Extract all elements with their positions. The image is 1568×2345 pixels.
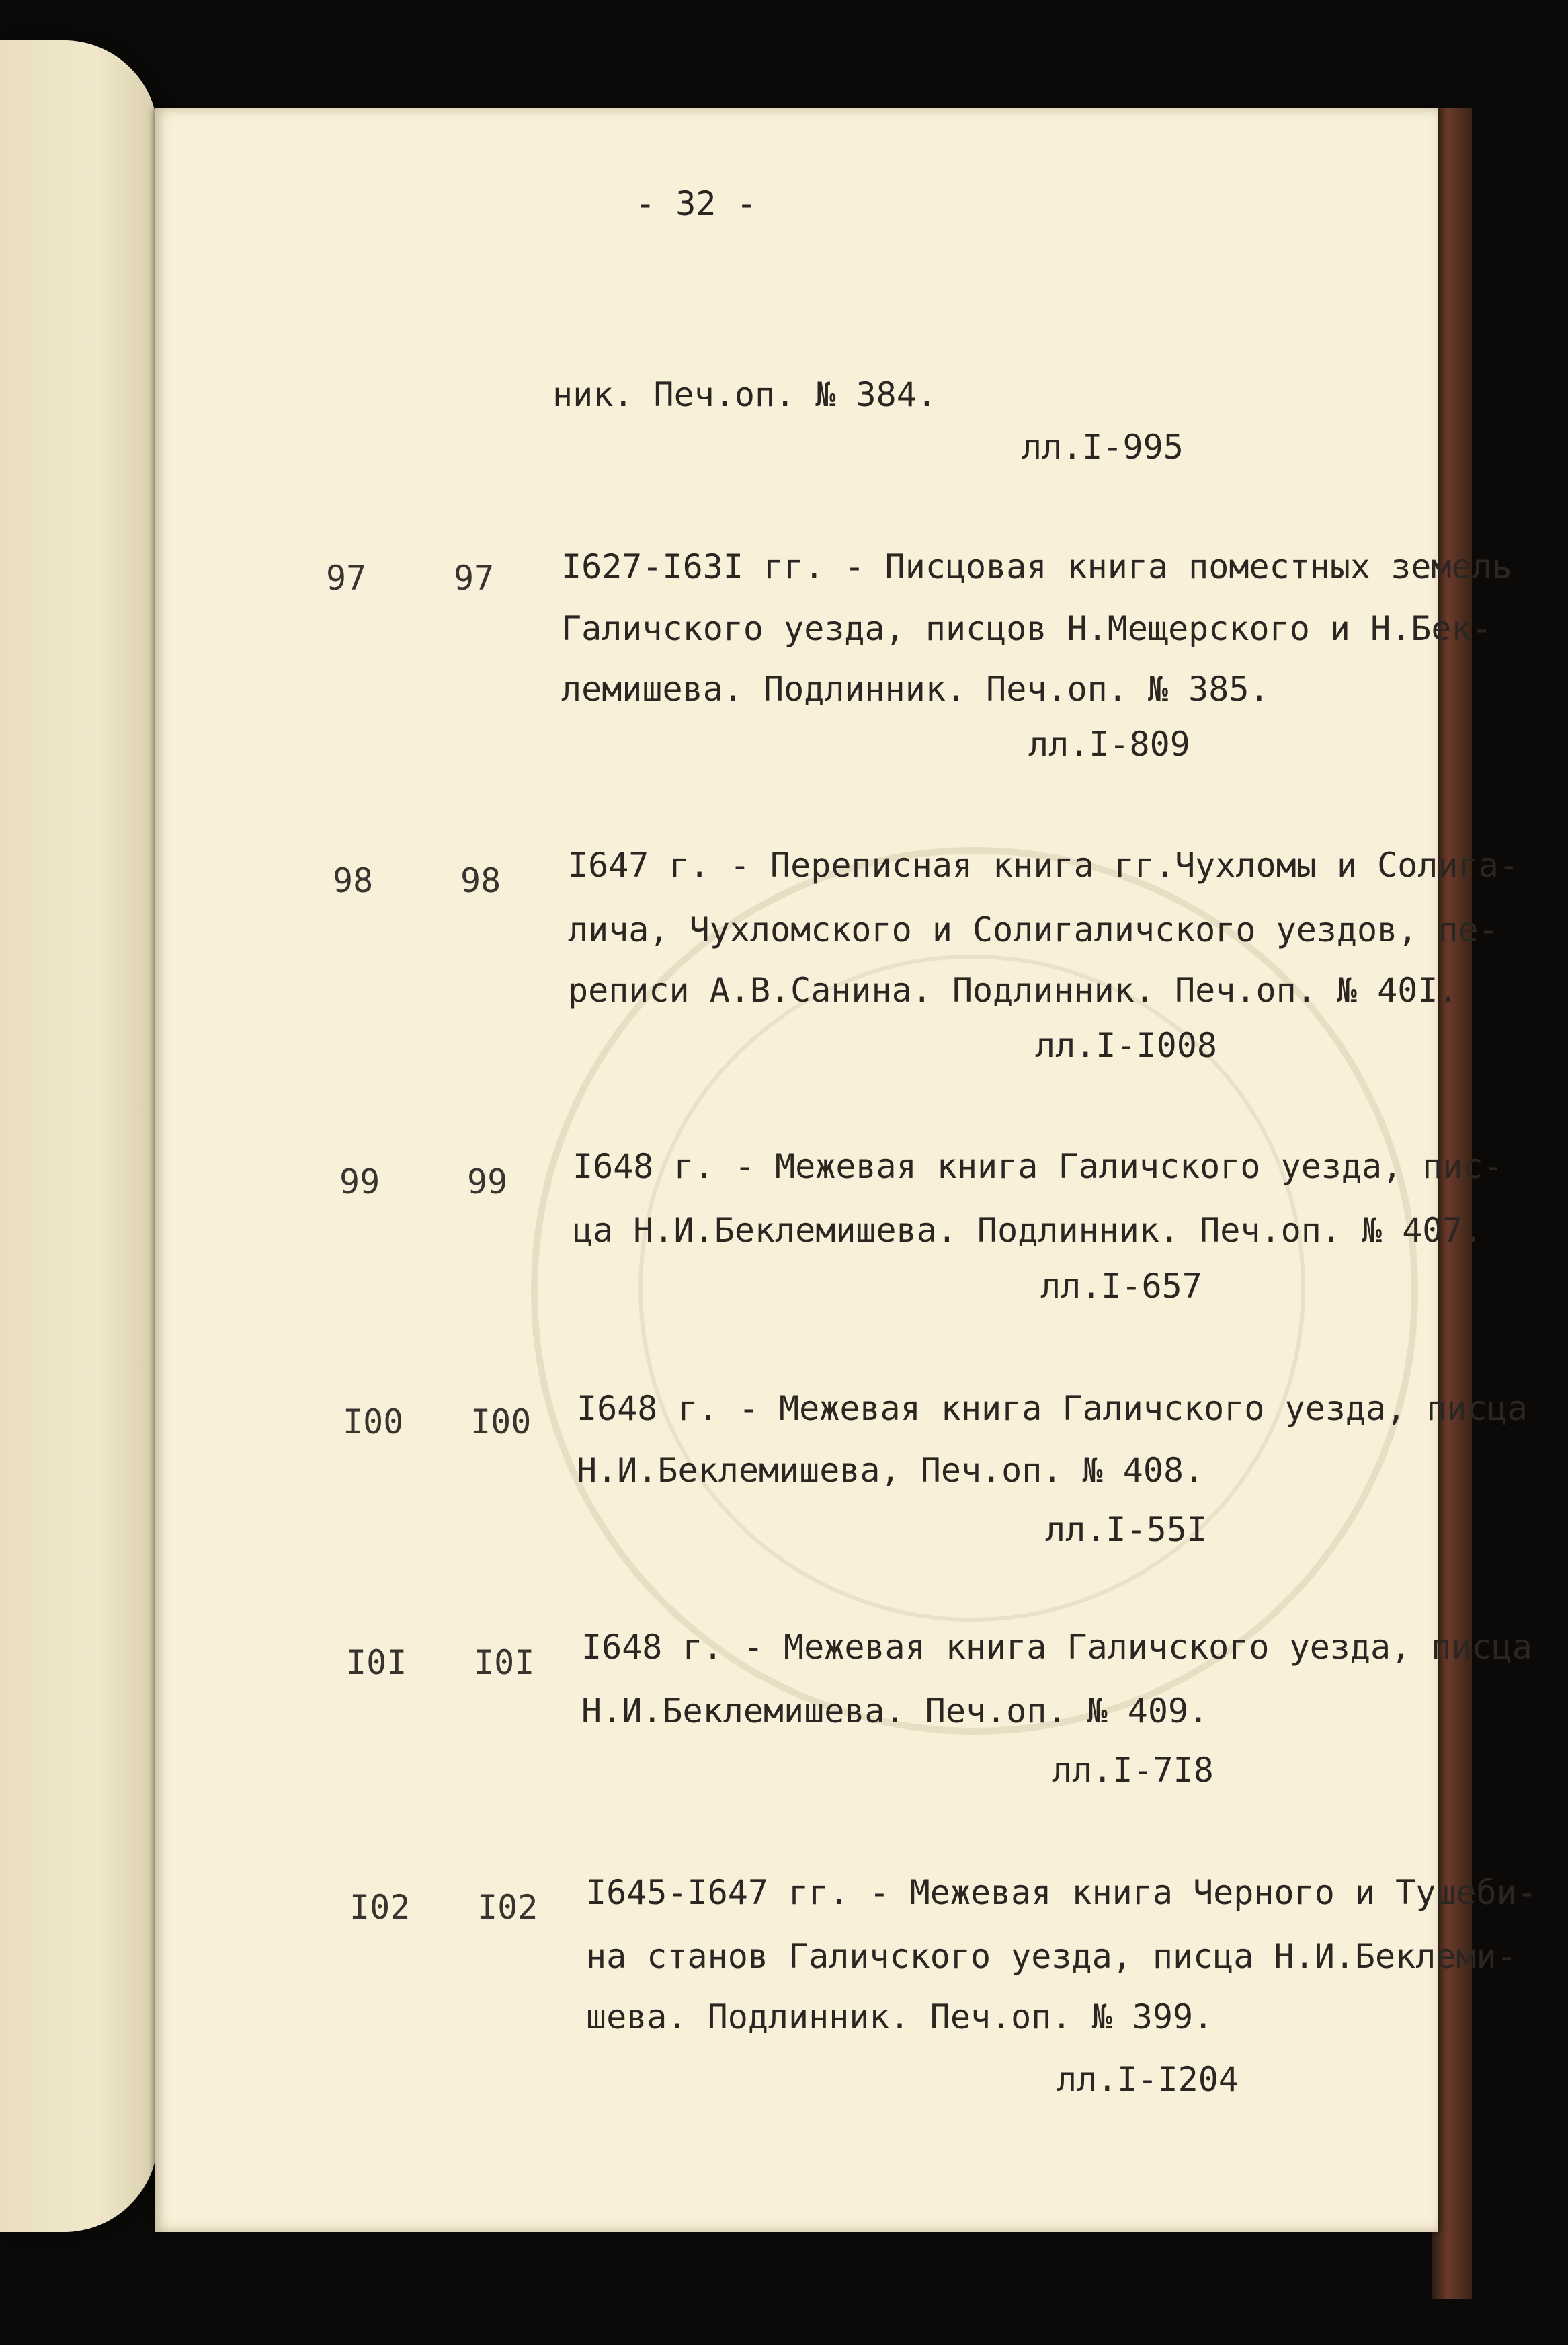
page-number: - 32 -: [635, 184, 757, 223]
entry-number-inventory: I02: [477, 1888, 538, 1927]
entry-number-archive: I0I: [346, 1643, 407, 1682]
entry-folio: лл.I-7I8: [1052, 1751, 1214, 1790]
entry-folio: лл.I-657: [1040, 1267, 1202, 1306]
entry-line: Н.И.Беклемишева. Печ.оп. № 409.: [581, 1692, 1209, 1731]
entry-line: I645-I647 гг. - Межевая книга Черного и Тушеби-: [586, 1873, 1537, 1912]
entry-number-archive: 97: [326, 559, 367, 598]
entry-folio: лл.I-I204: [1057, 2060, 1239, 2099]
entry-number-inventory: I0I: [474, 1643, 535, 1682]
entry-number-inventory: 97: [454, 559, 495, 598]
entry-line: I648 г. - Межевая книга Галичского уезда, писца: [581, 1628, 1532, 1667]
continuation-folio: лл.I-995: [1022, 428, 1184, 467]
entry-number-archive: I00: [343, 1402, 404, 1441]
entry-number-inventory: I00: [470, 1402, 532, 1441]
entry-line: лича, Чухломского и Солигаличского уездов, пе-: [568, 910, 1499, 949]
entry-line: шева. Подлинник. Печ.оп. № 399.: [586, 1997, 1214, 2036]
entry-line: на станов Галичского уезда, писца Н.И.Беклеми-: [586, 1937, 1517, 1976]
entry-line: ца Н.И.Беклемишева. Подлинник. Печ.оп. № 407.: [573, 1211, 1483, 1250]
entry-line: I648 г. - Межевая книга Галичского уезда, писца: [577, 1389, 1528, 1428]
continuation-text: ник. Печ.оп. № 384.: [552, 375, 937, 414]
entry-number-archive: 99: [339, 1162, 380, 1201]
left-page-edge: [0, 40, 158, 2232]
entry-number-inventory: 98: [460, 861, 501, 900]
entry-folio: лл.I-55I: [1045, 1510, 1207, 1549]
entry-line: лемишева. Подлинник. Печ.оп. № 385.: [561, 670, 1270, 709]
entry-line: Н.И.Беклемишева, Печ.оп. № 408.: [577, 1451, 1204, 1490]
entry-line: реписи А.В.Санина. Подлинник. Печ.оп. № 40I.: [568, 971, 1458, 1010]
entry-line: I648 г. - Межевая книга Галичского уезда, пис-: [573, 1147, 1503, 1186]
entry-number-archive: 98: [333, 861, 374, 900]
entry-folio: лл.I-I008: [1035, 1026, 1217, 1065]
entry-line: I627-I63I гг. - Писцовая книга поместных земель: [561, 547, 1512, 586]
entry-number-archive: I02: [349, 1888, 411, 1927]
entry-line: I647 г. - Переписная книга гг.Чухломы и Солига-: [568, 846, 1519, 885]
entry-line: Галичского уезда, писцов Н.Мещерского и Н.Бек-: [561, 609, 1492, 648]
entry-folio: лл.I-809: [1028, 725, 1190, 764]
entry-number-inventory: 99: [467, 1162, 508, 1201]
